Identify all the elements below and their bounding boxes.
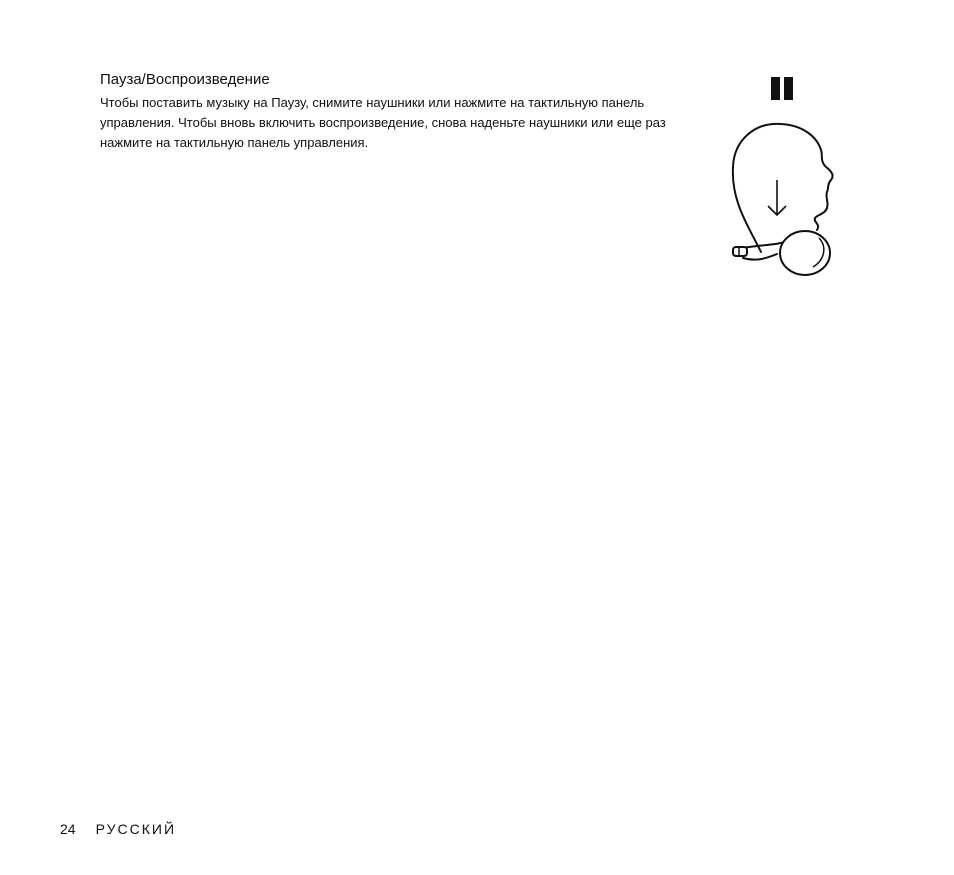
language-label: РУССКИЙ	[95, 821, 177, 837]
arrow-down-icon	[768, 180, 786, 215]
pause-icon	[771, 77, 793, 100]
pause-illustration	[725, 72, 840, 282]
page-footer	[60, 820, 176, 838]
page-number: 24	[60, 821, 76, 837]
head-with-headphones-icon	[725, 72, 840, 282]
section-body: Чтобы поставить музыку на Паузу, снимите наушники или нажмите на тактильную панель управления. Чтобы вновь включить воспроизведение, снова наденьте наушники или еще раз нажмите на тактильную панель управления.	[100, 95, 666, 150]
section-title: Пауза/Воспроизведение	[100, 71, 270, 88]
pause-play-section	[100, 71, 710, 153]
